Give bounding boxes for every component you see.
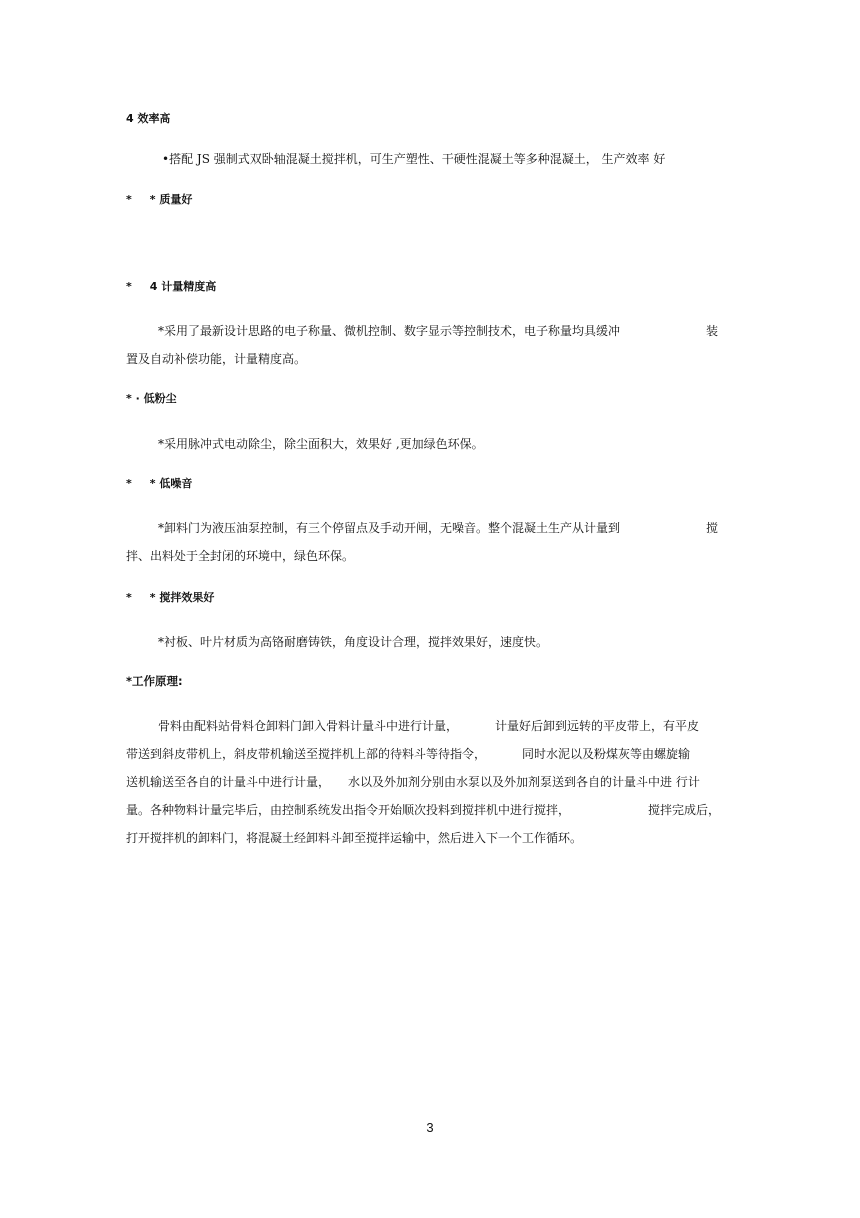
working-principle-text-2a: 带送到斜皮带机上，斜皮带机输送至搅拌机上部的待料斗等待指令， <box>126 747 487 761</box>
working-principle-text-4b: 搅拌完成后， <box>648 803 721 817</box>
working-principle-line-3b <box>348 773 700 790</box>
working-principle-text-4a: 量。各种物料计量完毕后，由控制系统发出指令开始顺次投料到搅拌机中进行搅拌， <box>126 803 571 817</box>
heading-mixing <box>126 589 214 605</box>
para-low-dust <box>158 435 484 452</box>
working-principle-title-text: *工作原理: <box>126 674 183 688</box>
para-low-noise-line-2 <box>126 547 354 564</box>
heading-mixing-marker: * <box>126 591 132 604</box>
working-principle-line-4b <box>648 801 720 818</box>
working-principle-text-3a: 送机输送至各自的计量斗中进行计量， <box>126 775 331 789</box>
para-low-noise-text-1-end: 搅 <box>706 521 719 535</box>
working-principle-text-3b: 水以及外加剂分别由水泵以及外加剂泵送到各自的计量斗中进 行计 <box>348 775 700 789</box>
para-mixing <box>158 633 548 650</box>
heading-low-noise-text: * 低噪音 <box>149 477 193 490</box>
heading-mixing-text: * 搅拌效果好 <box>149 591 215 604</box>
heading-precision-text: 4 计量精度高 <box>149 280 217 293</box>
heading-efficiency-text: 4 效率髙 <box>126 112 171 125</box>
heading-precision <box>126 278 216 294</box>
para-precision-text-1: *采用了最新设计思路的电子称量、微机控制、数字显示等控制技术，电子称量均具缓冲 <box>158 324 621 338</box>
working-principle-line-4a <box>126 801 570 818</box>
page-number-text: 3 <box>426 1120 434 1135</box>
heading-precision-marker: * <box>126 280 132 293</box>
working-principle-line-5 <box>126 829 582 846</box>
para-precision-line-2 <box>126 350 306 367</box>
para-efficiency-line-1: •搭配 JS 强制式双卧轴混凝土搅拌机，可生产塑性、干硬性混凝土等多种混凝土， 生产效率 好 <box>162 152 666 166</box>
para-low-noise-line-1 <box>158 519 620 536</box>
heading-quality-text: * 质量好 <box>149 193 193 206</box>
para-precision-line-1 <box>158 322 620 339</box>
para-precision-line-1-end <box>706 322 718 339</box>
para-efficiency <box>162 150 665 167</box>
working-principle-line-1b <box>495 717 699 734</box>
para-low-noise-line-1-end <box>706 519 718 536</box>
heading-low-dust <box>126 390 177 406</box>
working-principle-text-2b: 同时水泥以及粉煤灰等由螺旋输 <box>522 747 691 761</box>
para-precision-text-2: 置及自动补偿功能，计量精度高。 <box>126 352 307 366</box>
heading-efficiency <box>126 110 170 126</box>
para-mixing-text: *衬板、叶片材质为高铬耐磨铸铁，角度设计合理，搅拌效果好，速度快。 <box>158 635 549 649</box>
working-principle-line-2a <box>126 745 486 762</box>
heading-low-noise-marker: * <box>126 477 132 490</box>
working-principle-text-1b: 计量好后卸到远转的平皮带上，有平皮 <box>495 719 700 733</box>
working-principle-title <box>126 673 183 689</box>
working-principle-text-1a: 骨料由配料站骨料仓卸料门卸入骨料计量斗中进行计量， <box>158 719 459 733</box>
page-number <box>0 1120 860 1135</box>
para-low-noise-text-2: 拌、出料处于全封闭的环境中，绿色环保。 <box>126 549 355 563</box>
para-low-noise-text-1: *卸料门为液压油泵控制，有三个停留点及手动开闸，无噪音。整个混凝土生产从计量到 <box>158 521 621 535</box>
para-low-dust-text: *采用脉冲式电动除尘，除尘面积大，效果好 ,更加绿色环保。 <box>158 437 484 451</box>
working-principle-line-1a <box>158 717 458 734</box>
working-principle-line-2b <box>522 745 690 762</box>
heading-quality <box>126 191 192 207</box>
heading-low-dust-text: * · 低粉尘 <box>126 392 177 405</box>
working-principle-text-5: 打开搅拌机的卸料门，将混凝土经卸料斗卸至搅拌运输中，然后进入下一个工作循环。 <box>126 831 583 845</box>
heading-quality-marker: * <box>126 193 132 206</box>
para-precision-text-1-end: 装 <box>706 324 719 338</box>
working-principle-line-3a <box>126 773 330 790</box>
heading-low-noise <box>126 475 192 491</box>
